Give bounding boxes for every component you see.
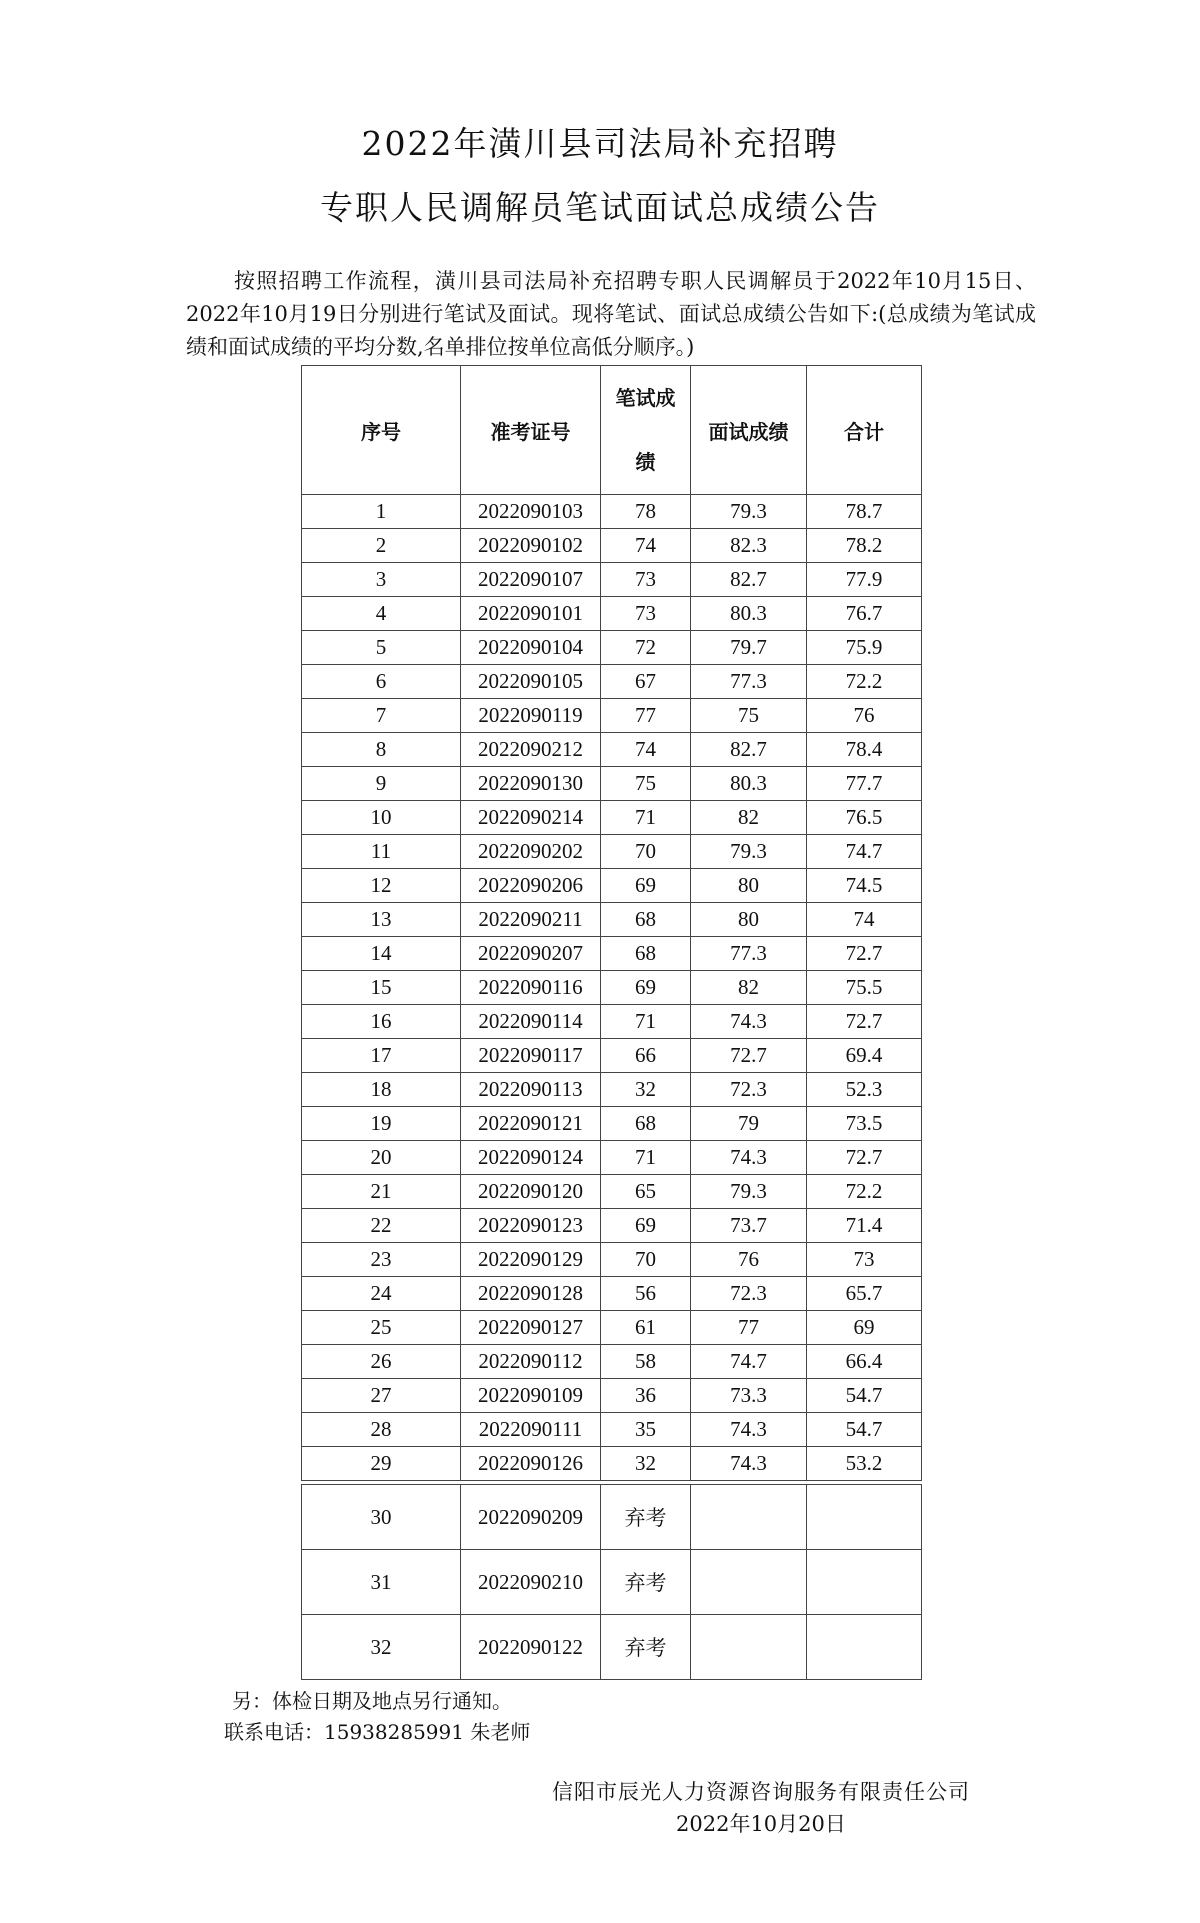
- cell-interview: 74.3: [691, 1005, 807, 1039]
- table-row: [302, 835, 922, 869]
- cell-total: 72.2: [807, 1175, 922, 1209]
- cell-ticket: 2022090101: [461, 597, 601, 631]
- cell-ticket: 2022090129: [461, 1243, 601, 1277]
- cell-written: 71: [601, 801, 691, 835]
- table-row: [302, 495, 922, 529]
- absent-table: [301, 1484, 922, 1680]
- cell-ticket: 2022090122: [461, 1615, 601, 1680]
- header-ticket: 准考证号: [461, 366, 601, 495]
- cell-total: 74: [807, 903, 922, 937]
- cell-ticket: 2022090113: [461, 1073, 601, 1107]
- cell-ticket: 2022090107: [461, 563, 601, 597]
- cell-total: 65.7: [807, 1277, 922, 1311]
- cell-seq: 29: [302, 1447, 461, 1481]
- table-row: [302, 1039, 922, 1073]
- table-row: [302, 1243, 922, 1277]
- cell-interview: 79.3: [691, 1175, 807, 1209]
- table-row: [302, 1107, 922, 1141]
- cell-ticket: 2022090124: [461, 1141, 601, 1175]
- cell-written: 71: [601, 1141, 691, 1175]
- cell-seq: 1: [302, 495, 461, 529]
- table-row: [302, 1073, 922, 1107]
- cell-ticket: 2022090214: [461, 801, 601, 835]
- cell-seq: 17: [302, 1039, 461, 1073]
- cell-interview: 75: [691, 699, 807, 733]
- cell-total: 52.3: [807, 1073, 922, 1107]
- cell-total: 78.2: [807, 529, 922, 563]
- cell-interview: 73.7: [691, 1209, 807, 1243]
- cell-seq: 15: [302, 971, 461, 1005]
- cell-interview: 79.7: [691, 631, 807, 665]
- cell-seq: 27: [302, 1379, 461, 1413]
- cell-interview: 79: [691, 1107, 807, 1141]
- cell-written: 78: [601, 495, 691, 529]
- cell-ticket: 2022090119: [461, 699, 601, 733]
- cell-total: [807, 1550, 922, 1615]
- cell-written: 弃考: [601, 1485, 691, 1550]
- cell-ticket: 2022090121: [461, 1107, 601, 1141]
- title-line-1: 2022年潢川县司法局补充招聘: [361, 124, 839, 163]
- cell-interview: 74.3: [691, 1141, 807, 1175]
- cell-interview: 74.7: [691, 1345, 807, 1379]
- table-row: [302, 869, 922, 903]
- cell-ticket: 2022090116: [461, 971, 601, 1005]
- table-header-row: [302, 366, 922, 495]
- table-row: [302, 1345, 922, 1379]
- table-row: [302, 631, 922, 665]
- table-row: [302, 1311, 922, 1345]
- cell-ticket: 2022090103: [461, 495, 601, 529]
- cell-seq: 12: [302, 869, 461, 903]
- cell-interview: 82: [691, 801, 807, 835]
- cell-interview: [691, 1485, 807, 1550]
- cell-written: 弃考: [601, 1550, 691, 1615]
- cell-total: 72.7: [807, 937, 922, 971]
- cell-ticket: 2022090211: [461, 903, 601, 937]
- cell-total: 75.5: [807, 971, 922, 1005]
- table-row: [302, 767, 922, 801]
- table-row: [302, 1005, 922, 1039]
- cell-seq: 3: [302, 563, 461, 597]
- intro-paragraph: 按照招聘工作流程，潢川县司法局补充招聘专职人民调解员于2022年10月15日、2022年10月19日分别进行笔试及面试。现将笔试、面试总成绩公告如下:(总成绩为笔试成绩和面试成绩的平均分数,名单排位按单位高低分顺序。): [186, 269, 1036, 359]
- cell-written: 68: [601, 937, 691, 971]
- cell-ticket: 2022090206: [461, 869, 601, 903]
- cell-interview: 80: [691, 869, 807, 903]
- cell-ticket: 2022090117: [461, 1039, 601, 1073]
- cell-written: 56: [601, 1277, 691, 1311]
- cell-interview: 77: [691, 1311, 807, 1345]
- cell-written: 弃考: [601, 1615, 691, 1680]
- cell-seq: 32: [302, 1615, 461, 1680]
- table-row: [302, 1615, 922, 1680]
- cell-written: 70: [601, 1243, 691, 1277]
- table-row: [302, 1379, 922, 1413]
- cell-ticket: 2022090209: [461, 1485, 601, 1550]
- cell-written: 61: [601, 1311, 691, 1345]
- cell-seq: 23: [302, 1243, 461, 1277]
- table-row: [302, 597, 922, 631]
- cell-interview: 72.3: [691, 1073, 807, 1107]
- contact-note: 联系电话：15938285991 朱老师: [224, 1720, 531, 1744]
- cell-written: 77: [601, 699, 691, 733]
- cell-total: 72.7: [807, 1141, 922, 1175]
- cell-total: 54.7: [807, 1379, 922, 1413]
- cell-interview: 73.3: [691, 1379, 807, 1413]
- cell-total: 76.5: [807, 801, 922, 835]
- cell-seq: 10: [302, 801, 461, 835]
- table-row: [302, 1277, 922, 1311]
- cell-interview: 74.3: [691, 1413, 807, 1447]
- cell-written: 75: [601, 767, 691, 801]
- cell-written: 68: [601, 1107, 691, 1141]
- cell-total: 72.2: [807, 665, 922, 699]
- cell-total: 76: [807, 699, 922, 733]
- cell-ticket: 2022090102: [461, 529, 601, 563]
- table-row: [302, 1141, 922, 1175]
- cell-ticket: 2022090120: [461, 1175, 601, 1209]
- cell-seq: 5: [302, 631, 461, 665]
- cell-seq: 30: [302, 1485, 461, 1550]
- cell-ticket: 2022090210: [461, 1550, 601, 1615]
- cell-interview: 76: [691, 1243, 807, 1277]
- cell-written: 71: [601, 1005, 691, 1039]
- cell-seq: 21: [302, 1175, 461, 1209]
- cell-seq: 2: [302, 529, 461, 563]
- cell-total: 74.5: [807, 869, 922, 903]
- table-row: [302, 1175, 922, 1209]
- cell-total: 71.4: [807, 1209, 922, 1243]
- header-written: 笔试成绩: [601, 366, 691, 495]
- table-row: [302, 563, 922, 597]
- cell-interview: 82.3: [691, 529, 807, 563]
- cell-interview: 72.7: [691, 1039, 807, 1073]
- cell-written: 74: [601, 733, 691, 767]
- cell-interview: 77.3: [691, 937, 807, 971]
- cell-seq: 18: [302, 1073, 461, 1107]
- cell-total: 66.4: [807, 1345, 922, 1379]
- table-row: [302, 971, 922, 1005]
- cell-written: 65: [601, 1175, 691, 1209]
- table-row: [302, 665, 922, 699]
- cell-written: 67: [601, 665, 691, 699]
- table-row: [302, 1550, 922, 1615]
- table-row: [302, 1447, 922, 1481]
- cell-ticket: 2022090105: [461, 665, 601, 699]
- table-row: [302, 529, 922, 563]
- cell-total: [807, 1485, 922, 1550]
- cell-ticket: 2022090114: [461, 1005, 601, 1039]
- header-interview: 面试成绩: [691, 366, 807, 495]
- cell-total: 77.9: [807, 563, 922, 597]
- table-row: [302, 937, 922, 971]
- cell-ticket: 2022090127: [461, 1311, 601, 1345]
- cell-seq: 7: [302, 699, 461, 733]
- cell-interview: 82.7: [691, 733, 807, 767]
- cell-ticket: 2022090126: [461, 1447, 601, 1481]
- cell-seq: 31: [302, 1550, 461, 1615]
- header-seq: 序号: [302, 366, 461, 495]
- cell-interview: 77.3: [691, 665, 807, 699]
- cell-written: 58: [601, 1345, 691, 1379]
- cell-seq: 14: [302, 937, 461, 971]
- cell-total: [807, 1615, 922, 1680]
- cell-written: 68: [601, 903, 691, 937]
- cell-seq: 26: [302, 1345, 461, 1379]
- cell-interview: 79.3: [691, 835, 807, 869]
- cell-total: 75.9: [807, 631, 922, 665]
- cell-seq: 16: [302, 1005, 461, 1039]
- medical-note: 另：体检日期及地点另行通知。: [232, 1689, 512, 1713]
- cell-seq: 24: [302, 1277, 461, 1311]
- cell-written: 32: [601, 1073, 691, 1107]
- cell-total: 53.2: [807, 1447, 922, 1481]
- cell-interview: [691, 1615, 807, 1680]
- cell-total: 74.7: [807, 835, 922, 869]
- cell-ticket: 2022090104: [461, 631, 601, 665]
- cell-seq: 20: [302, 1141, 461, 1175]
- cell-written: 70: [601, 835, 691, 869]
- cell-written: 69: [601, 971, 691, 1005]
- table-row: [302, 903, 922, 937]
- issue-date: 2022年10月20日: [676, 1812, 846, 1836]
- cell-seq: 13: [302, 903, 461, 937]
- cell-total: 77.7: [807, 767, 922, 801]
- cell-interview: 82: [691, 971, 807, 1005]
- cell-written: 32: [601, 1447, 691, 1481]
- cell-total: 78.7: [807, 495, 922, 529]
- cell-written: 72: [601, 631, 691, 665]
- cell-interview: 74.3: [691, 1447, 807, 1481]
- cell-interview: 79.3: [691, 495, 807, 529]
- company-name: 信阳市辰光人力资源咨询服务有限责任公司: [552, 1780, 970, 1804]
- cell-ticket: 2022090112: [461, 1345, 601, 1379]
- cell-seq: 19: [302, 1107, 461, 1141]
- cell-total: 73: [807, 1243, 922, 1277]
- cell-ticket: 2022090109: [461, 1379, 601, 1413]
- cell-interview: 82.7: [691, 563, 807, 597]
- cell-ticket: 2022090130: [461, 767, 601, 801]
- cell-ticket: 2022090212: [461, 733, 601, 767]
- header-total: 合计: [807, 366, 922, 495]
- cell-seq: 25: [302, 1311, 461, 1345]
- title-line-2: 专职人民调解员笔试面试总成绩公告: [320, 188, 880, 227]
- cell-total: 69.4: [807, 1039, 922, 1073]
- cell-total: 54.7: [807, 1413, 922, 1447]
- cell-seq: 8: [302, 733, 461, 767]
- cell-ticket: 2022090128: [461, 1277, 601, 1311]
- table-row: [302, 733, 922, 767]
- cell-interview: [691, 1550, 807, 1615]
- cell-written: 73: [601, 597, 691, 631]
- scores-table: [301, 365, 922, 1481]
- cell-interview: 80.3: [691, 767, 807, 801]
- cell-seq: 11: [302, 835, 461, 869]
- cell-written: 36: [601, 1379, 691, 1413]
- table-row: [302, 1209, 922, 1243]
- cell-interview: 80.3: [691, 597, 807, 631]
- cell-written: 69: [601, 1209, 691, 1243]
- cell-ticket: 2022090111: [461, 1413, 601, 1447]
- cell-written: 35: [601, 1413, 691, 1447]
- cell-ticket: 2022090123: [461, 1209, 601, 1243]
- cell-seq: 4: [302, 597, 461, 631]
- table-row: [302, 699, 922, 733]
- cell-total: 78.4: [807, 733, 922, 767]
- cell-interview: 80: [691, 903, 807, 937]
- cell-seq: 22: [302, 1209, 461, 1243]
- cell-written: 66: [601, 1039, 691, 1073]
- table-row: [302, 1413, 922, 1447]
- cell-total: 69: [807, 1311, 922, 1345]
- cell-ticket: 2022090207: [461, 937, 601, 971]
- cell-seq: 6: [302, 665, 461, 699]
- cell-written: 73: [601, 563, 691, 597]
- table-row: [302, 1485, 922, 1550]
- cell-written: 69: [601, 869, 691, 903]
- cell-total: 76.7: [807, 597, 922, 631]
- cell-total: 73.5: [807, 1107, 922, 1141]
- cell-seq: 28: [302, 1413, 461, 1447]
- cell-written: 74: [601, 529, 691, 563]
- cell-interview: 72.3: [691, 1277, 807, 1311]
- table-row: [302, 801, 922, 835]
- cell-seq: 9: [302, 767, 461, 801]
- cell-total: 72.7: [807, 1005, 922, 1039]
- cell-ticket: 2022090202: [461, 835, 601, 869]
